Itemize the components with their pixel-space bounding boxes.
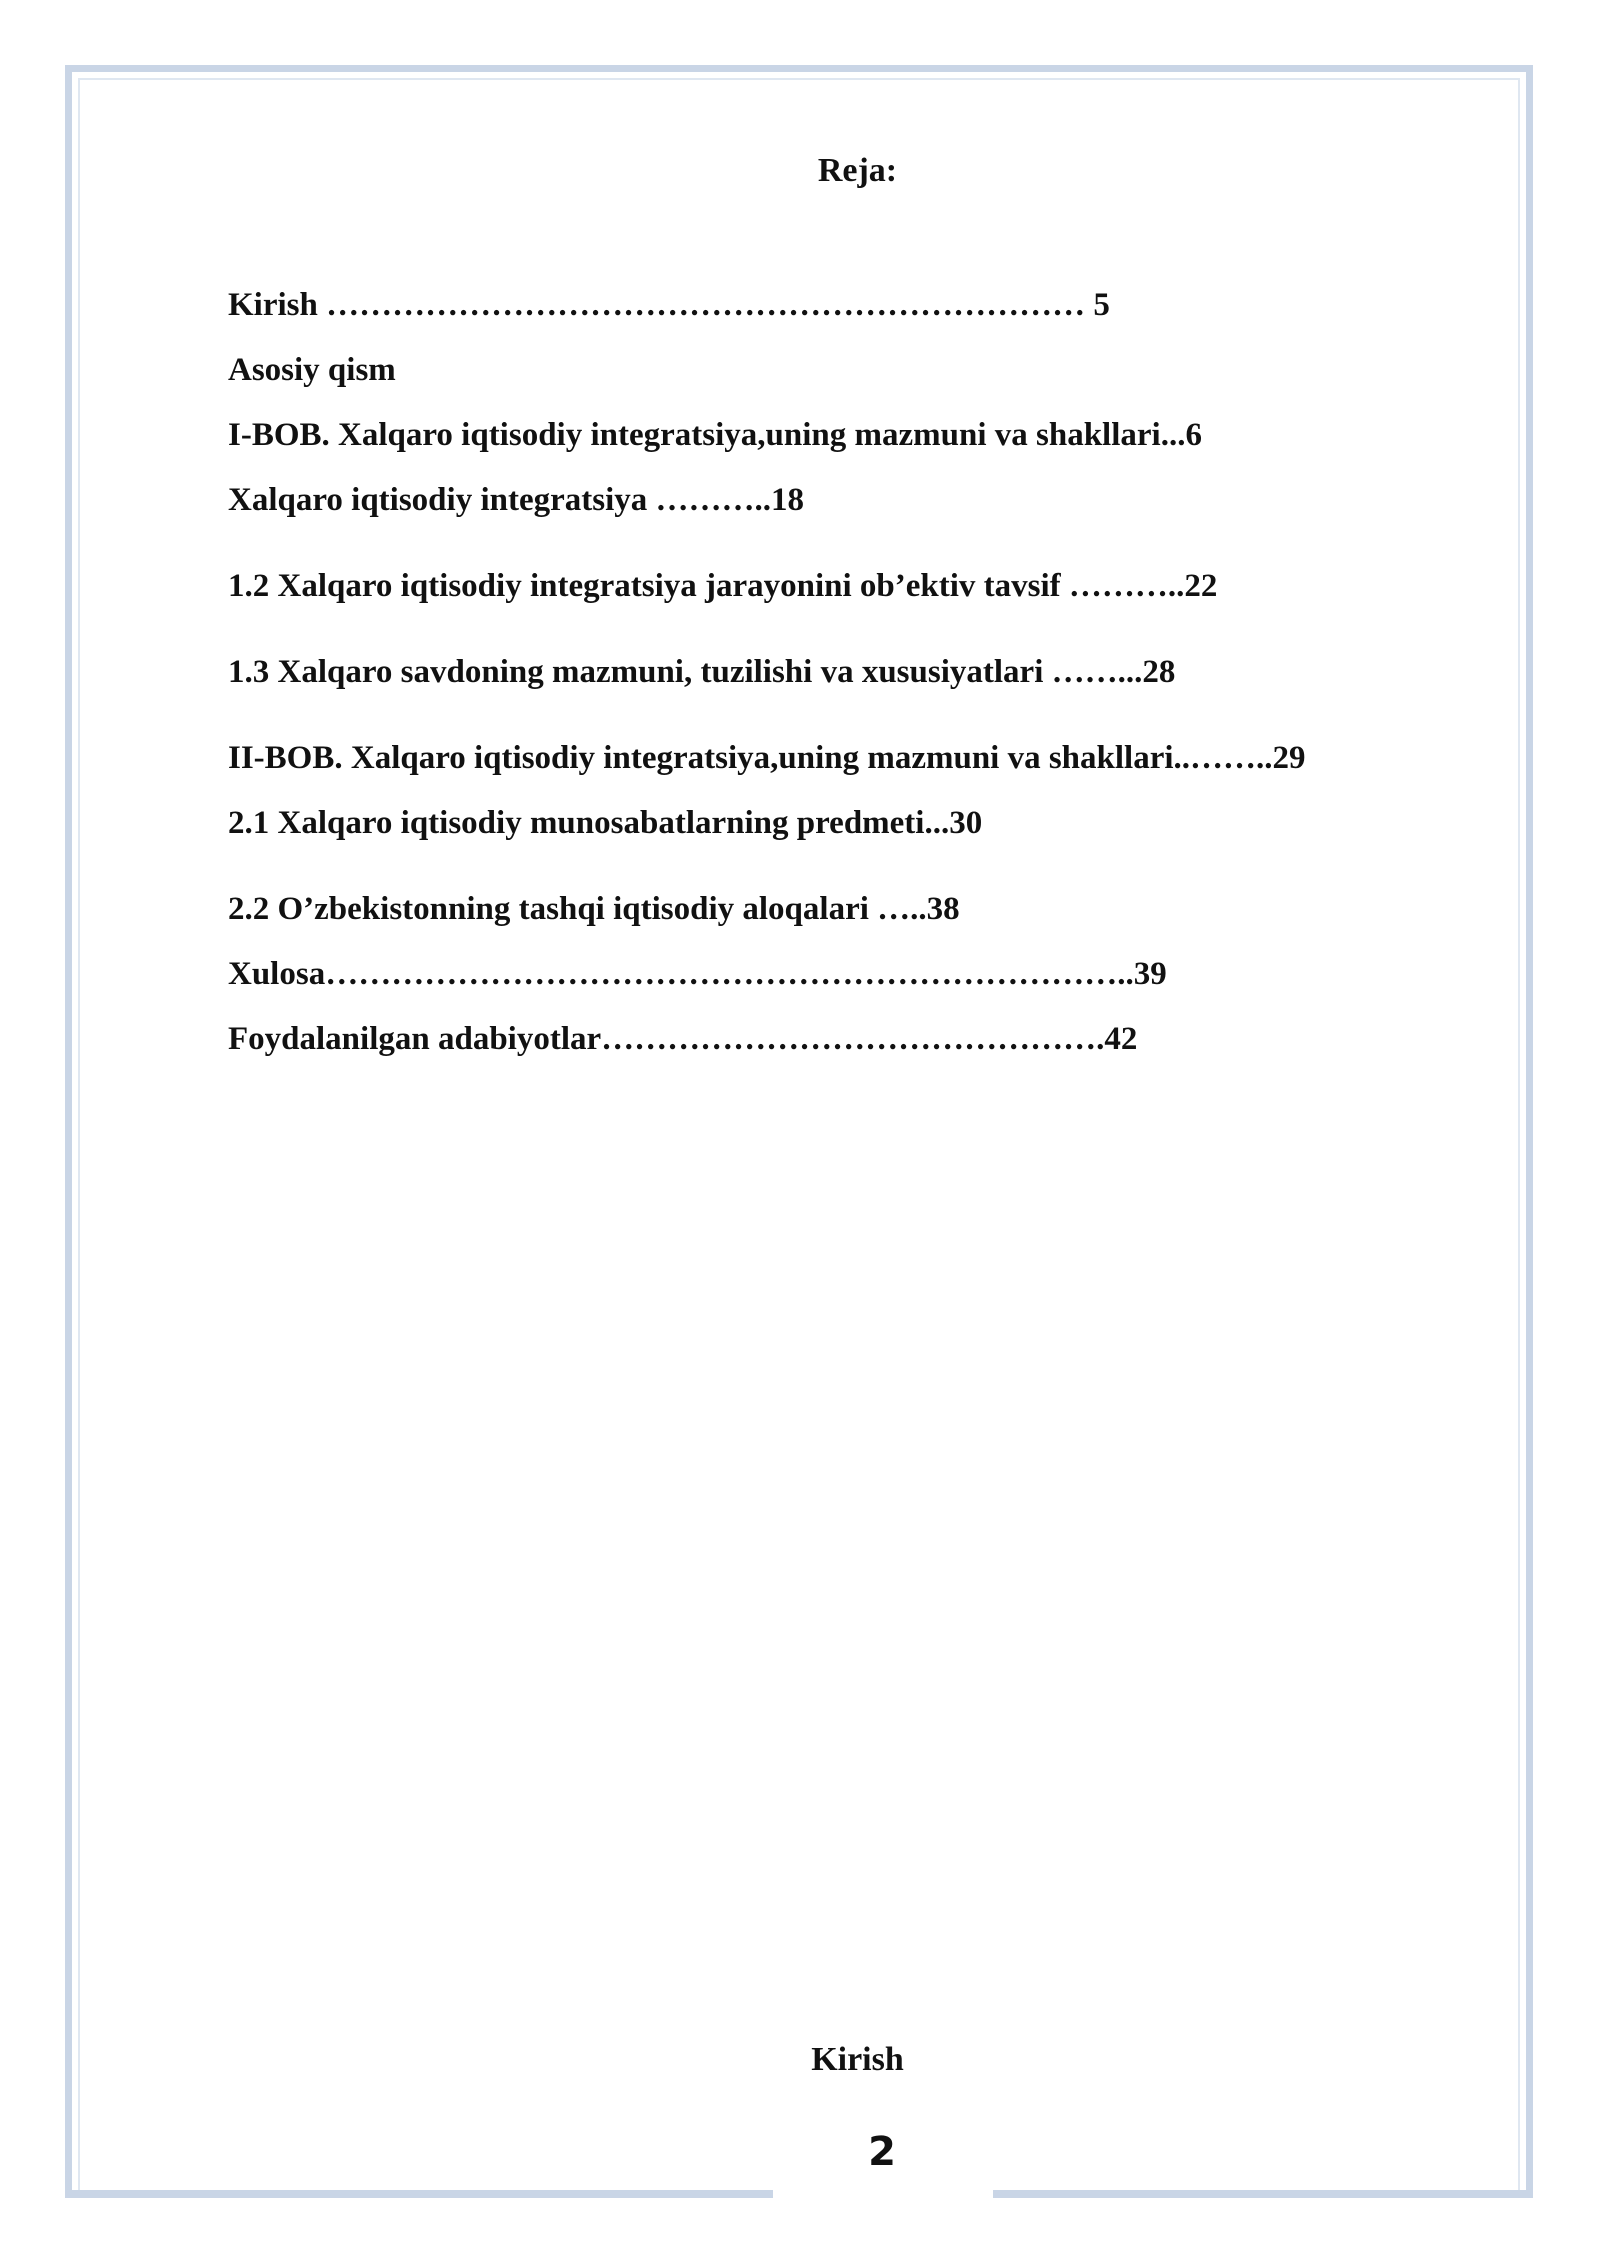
toc-item-1-3: 1.3 Xalqaro savdoning mazmuni, tuzilishi va xususiyatlari ……...28 bbox=[228, 654, 1176, 690]
toc-item-xulosa: Xulosa………………………………………………………………..39 bbox=[228, 956, 1167, 992]
page-border-bottom-right bbox=[993, 2190, 1533, 2198]
page-number: 2 bbox=[868, 2129, 896, 2175]
toc-item-chapter-2: II-BOB. Xalqaro iqtisodiy integratsiya,uning mazmuni va shakllari..……..29 bbox=[228, 740, 1306, 776]
toc-item-adabiyotlar: Foydalanilgan adabiyotlar……………………………………….42 bbox=[228, 1021, 1138, 1057]
toc-item-chapter-1: I-BOB. Xalqaro iqtisodiy integratsiya,uning mazmuni va shakllari...6 bbox=[228, 417, 1202, 453]
section-heading-kirish: Kirish bbox=[811, 2041, 904, 2078]
page-border-bottom-left bbox=[65, 2190, 773, 2198]
page-title: Reja: bbox=[817, 152, 898, 189]
toc-item-2-1: 2.1 Xalqaro iqtisodiy munosabatlarning predmeti...30 bbox=[228, 805, 983, 841]
toc-item-1-1: Xalqaro iqtisodiy integratsiya ………..18 bbox=[228, 482, 805, 518]
toc-item-asosiy-qism: Asosiy qism bbox=[228, 352, 396, 388]
toc-item-1-2: 1.2 Xalqaro iqtisodiy integratsiya jarayonini ob’ektiv tavsif ………..22 bbox=[228, 568, 1218, 604]
toc-item-2-2: 2.2 O’zbekistonning tashqi iqtisodiy aloqalari …..38 bbox=[228, 891, 960, 927]
toc-item-kirish: Kirish …………………………………………………………… 5 bbox=[228, 287, 1110, 323]
